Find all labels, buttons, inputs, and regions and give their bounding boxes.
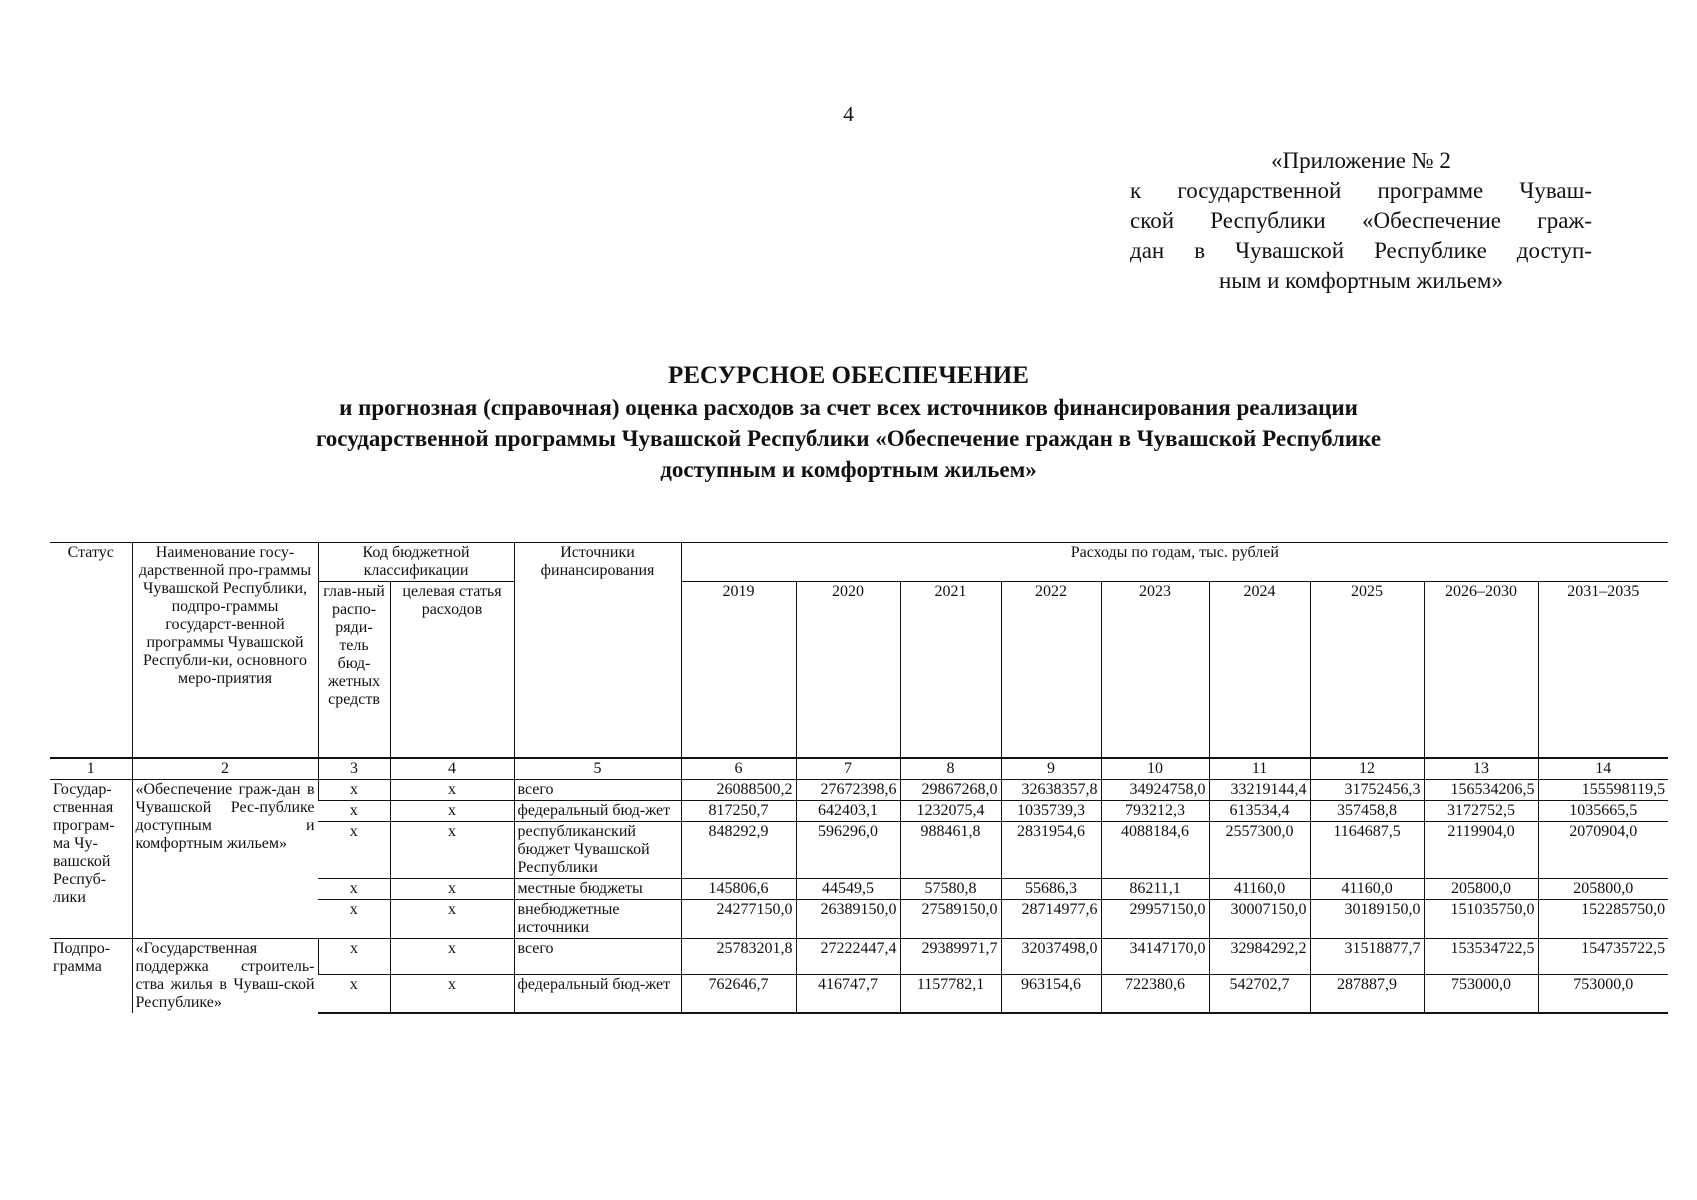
source-cell: внебюджетные источники [514,899,681,938]
code-target-cell: х [390,800,514,821]
value-cell: 29957150,0 [1101,899,1209,938]
value-cell: 963154,6 [1001,975,1101,1013]
header-year: 2019 [681,582,796,758]
value-cell: 205800,0 [1424,878,1538,899]
value-cell: 1035739,3 [1001,800,1101,821]
status-cell: Подпро-грамма [50,938,132,1013]
document-title [0,360,1697,485]
column-number: 14 [1538,758,1668,780]
source-cell: всего [514,779,681,800]
value-cell: 31752456,3 [1310,779,1424,800]
value-cell: 55686,3 [1001,878,1101,899]
column-number: 2 [132,758,318,780]
value-cell: 542702,7 [1209,975,1310,1013]
value-cell: 416747,7 [796,975,900,1013]
code-main-cell: х [318,938,390,975]
program-name-cell: «Обеспечение граж-дан в Чувашской Рес-публике доступным и комфортным жильем» [132,779,318,938]
value-cell: 30007150,0 [1209,899,1310,938]
header-year: 2031–2035 [1538,582,1668,758]
column-number: 9 [1001,758,1101,780]
value-cell: 29867268,0 [900,779,1001,800]
value-cell: 57580,8 [900,878,1001,899]
code-main-cell: х [318,800,390,821]
value-cell: 152285750,0 [1538,899,1668,938]
header-year: 2021 [900,582,1001,758]
value-cell: 29389971,7 [900,938,1001,975]
title-line: государственной программы Чувашской Республики «Обеспечение граждан в Чувашской Республике [315,426,1382,451]
value-cell: 988461,8 [900,821,1001,878]
value-cell: 155598119,5 [1538,779,1668,800]
value-cell: 32037498,0 [1001,938,1101,975]
header-name: Наименование госу-дарственной про-граммы Чувашской Республики, подпро-граммы государст-венной программы Чувашской Республи-ки, основного меро-приятия [132,543,318,758]
source-cell: федеральный бюд-жет [514,800,681,821]
column-number: 11 [1209,758,1310,780]
column-number-row [50,758,1668,780]
value-cell: 41160,0 [1209,878,1310,899]
column-number: 1 [50,758,132,780]
value-cell: 26389150,0 [796,899,900,938]
appendix-note [1130,146,1592,296]
title-line: РЕСУРСНОЕ ОБЕСПЕЧЕНИЕ [668,362,1029,389]
column-number: 13 [1424,758,1538,780]
value-cell: 817250,7 [681,800,796,821]
header-year: 2025 [1310,582,1424,758]
value-cell: 2557300,0 [1209,821,1310,878]
appendix-line: к государственной программе Чуваш- [1130,178,1592,203]
program-name-cell: «Государственная поддержка строитель-ства жилья в Чуваш-ской Республике» [132,938,318,1013]
code-target-cell: х [390,975,514,1013]
value-cell: 24277150,0 [681,899,796,938]
resource-table [50,542,1668,1014]
value-cell: 2070904,0 [1538,821,1668,878]
value-cell: 151035750,0 [1424,899,1538,938]
code-main-cell: х [318,878,390,899]
value-cell: 27222447,4 [796,938,900,975]
status-cell: Государ-ственная програм-ма Чу-вашской Респуб-лики [50,779,132,938]
column-number: 5 [514,758,681,780]
appendix-line: дан в Чувашской Республике доступ- [1130,238,1592,263]
value-cell: 44549,5 [796,878,900,899]
column-number: 6 [681,758,796,780]
code-target-cell: х [390,878,514,899]
value-cell: 153534722,5 [1424,938,1538,975]
table-row [50,779,1668,800]
header-year: 2020 [796,582,900,758]
header-code-target: целевая статья расходов [390,582,514,758]
appendix-line: ным и комфортным жильем» [1219,268,1503,293]
appendix-line: ской Республики «Обеспечение граж- [1130,208,1592,233]
code-main-cell: х [318,779,390,800]
column-number: 12 [1310,758,1424,780]
header-year: 2023 [1101,582,1209,758]
code-target-cell: х [390,899,514,938]
value-cell: 793212,3 [1101,800,1209,821]
column-number: 7 [796,758,900,780]
value-cell: 596296,0 [796,821,900,878]
value-cell: 145806,6 [681,878,796,899]
column-number: 3 [318,758,390,780]
value-cell: 27672398,6 [796,779,900,800]
value-cell: 32638357,8 [1001,779,1101,800]
header-code-main: глав-ный распо-ряди-тель бюд-жетных средств [318,582,390,758]
code-target-cell: х [390,779,514,800]
value-cell: 27589150,0 [900,899,1001,938]
value-cell: 2119904,0 [1424,821,1538,878]
value-cell: 722380,6 [1101,975,1209,1013]
value-cell: 357458,8 [1310,800,1424,821]
value-cell: 28714977,6 [1001,899,1101,938]
value-cell: 1035665,5 [1538,800,1668,821]
code-main-cell: х [318,975,390,1013]
header-year: 2022 [1001,582,1101,758]
value-cell: 848292,9 [681,821,796,878]
value-cell: 4088184,6 [1101,821,1209,878]
code-target-cell: х [390,821,514,878]
value-cell: 32984292,2 [1209,938,1310,975]
value-cell: 642403,1 [796,800,900,821]
value-cell: 25783201,8 [681,938,796,975]
value-cell: 1232075,4 [900,800,1001,821]
value-cell: 753000,0 [1538,975,1668,1013]
value-cell: 1157782,1 [900,975,1001,1013]
source-cell: всего [514,938,681,975]
value-cell: 34147170,0 [1101,938,1209,975]
value-cell: 31518877,7 [1310,938,1424,975]
value-cell: 287887,9 [1310,975,1424,1013]
source-cell: местные бюджеты [514,878,681,899]
page-number: 4 [843,102,854,126]
appendix-line: «Приложение № 2 [1271,148,1451,173]
value-cell: 613534,4 [1209,800,1310,821]
value-cell: 34924758,0 [1101,779,1209,800]
header-expenses-group: Расходы по годам, тыс. рублей [681,543,1668,582]
value-cell: 1164687,5 [1310,821,1424,878]
source-cell: республиканский бюджет Чувашской Республики [514,821,681,878]
code-target-cell: х [390,938,514,975]
value-cell: 86211,1 [1101,878,1209,899]
header-status: Статус [50,543,132,758]
code-main-cell: х [318,899,390,938]
value-cell: 205800,0 [1538,878,1668,899]
header-year: 2024 [1209,582,1310,758]
value-cell: 2831954,6 [1001,821,1101,878]
column-number: 10 [1101,758,1209,780]
table-row [50,938,1668,975]
header-sources: Источники финансирования [514,543,681,758]
source-cell: федеральный бюд-жет [514,975,681,1013]
value-cell: 3172752,5 [1424,800,1538,821]
column-number: 4 [390,758,514,780]
code-main-cell: х [318,821,390,878]
value-cell: 41160,0 [1310,878,1424,899]
value-cell: 30189150,0 [1310,899,1424,938]
value-cell: 156534206,5 [1424,779,1538,800]
header-code-group: Код бюджетной классификации [318,543,514,582]
value-cell: 762646,7 [681,975,796,1013]
column-number: 8 [900,758,1001,780]
value-cell: 154735722,5 [1538,938,1668,975]
value-cell: 753000,0 [1424,975,1538,1013]
value-cell: 26088500,2 [681,779,796,800]
value-cell: 33219144,4 [1209,779,1310,800]
header-year: 2026–2030 [1424,582,1538,758]
title-line: и прогнозная (справочная) оценка расходов за счет всех источников финансирования реализации [339,395,1358,420]
title-line: доступным и комфортным жильем» [660,457,1037,482]
